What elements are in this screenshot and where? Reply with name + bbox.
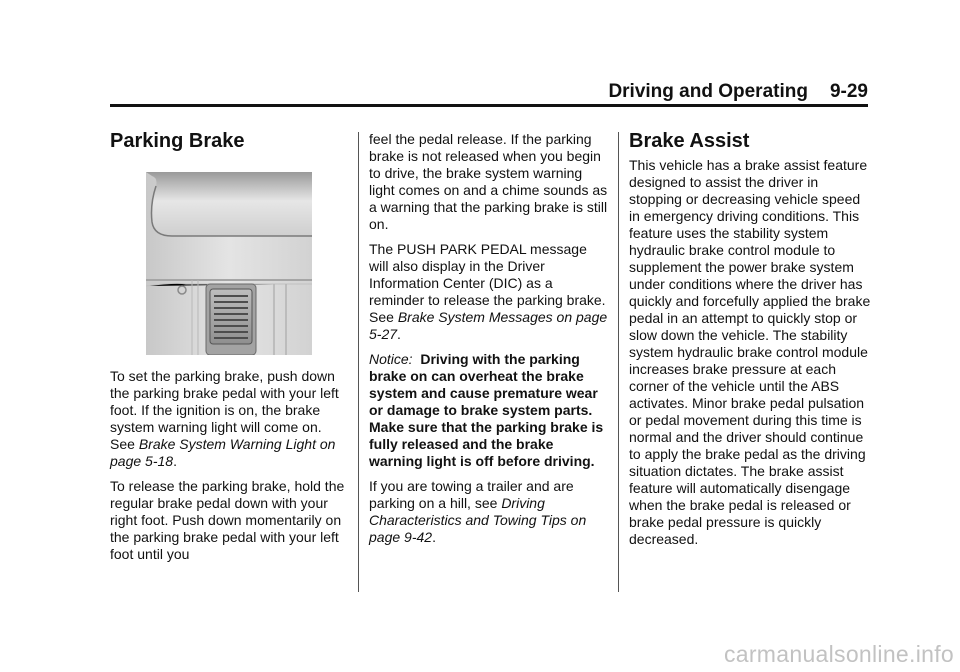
running-header	[110, 80, 868, 104]
paragraph-pedal-release: feel the pedal release. If the parking brake is not released when you begin to drive, the brake system warning light comes on and a chime sounds as a warning that the parking brake is still on.	[369, 131, 608, 232]
section-title: Driving and Operating	[608, 81, 808, 102]
paragraph-towing: If you are towing a trailer and are parking on a hill, see Driving Characteristics and Towing Tips on page 9-42.	[369, 478, 587, 545]
header-rule	[110, 104, 868, 107]
paragraph-dic-message: The PUSH PARK PEDAL message will also display in the Driver Information Center (DIC) as a reminder to release the parking brake. See Brake System Messages on page 5-27.	[369, 241, 608, 342]
column-divider-right	[618, 132, 619, 592]
paragraph-set-brake: To set the parking brake, push down the parking brake pedal with your left foot. If the ignition is on, the brake system warning light will come on. See Brake System Warning Light on page 5-18.	[110, 368, 339, 469]
notice-text: Driving with the parking brake on can overheat the brake system and cause premature wear or damage to brake system parts. Make sure that the parking brake is fully released and the brake warning light is off before driving.	[369, 351, 604, 469]
cross-reference-link[interactable]: Brake System Messages on page 5-27	[369, 309, 608, 342]
column-1	[110, 129, 348, 153]
paragraph-brake-assist: This vehicle has a brake assist feature designed to assist the driver in stopping or decreasing vehicle speed in emergency driving conditions. This feature uses the stability system hydraulic brake control module to supplement the power brake system under conditions where the driver has quickly and forcefully applied the brake pedal in an attempt to quickly stop or slow down the vehicle. The stability system hydraulic brake control module increases brake pressure at each corner of the vehicle until the ABS activates. Minor brake pedal pulsation or pedal movement during this time is normal and the driver should continue to apply the brake pedal as the driving situation dictates. The brake assist feature will automatically disengage when the brake pedal is released or brake pedal pressure is quickly decreased.	[629, 157, 871, 547]
column-3	[629, 129, 871, 556]
page-number: 9-29	[829, 81, 868, 102]
column-1-text	[110, 368, 350, 571]
parking-brake-pedal-illustration	[146, 172, 312, 355]
watermark: carmanualsonline.info	[723, 641, 954, 667]
column-divider-left	[358, 132, 359, 592]
heading-parking-brake: Parking Brake	[110, 130, 245, 152]
paragraph-release-brake: To release the parking brake, hold the regular brake pedal down with your right foot. Push down momentarily on the parking brake pedal with your left foot until you	[110, 478, 345, 562]
cross-reference-link[interactable]: Driving Characteristics and Towing Tips on page 9-42	[369, 495, 587, 545]
notice-label: Notice:	[369, 351, 413, 367]
notice-block	[369, 351, 609, 470]
cross-reference-link[interactable]: Brake System Warning Light on page 5-18	[110, 436, 336, 469]
column-2	[369, 131, 609, 554]
heading-brake-assist: Brake Assist	[629, 130, 750, 152]
